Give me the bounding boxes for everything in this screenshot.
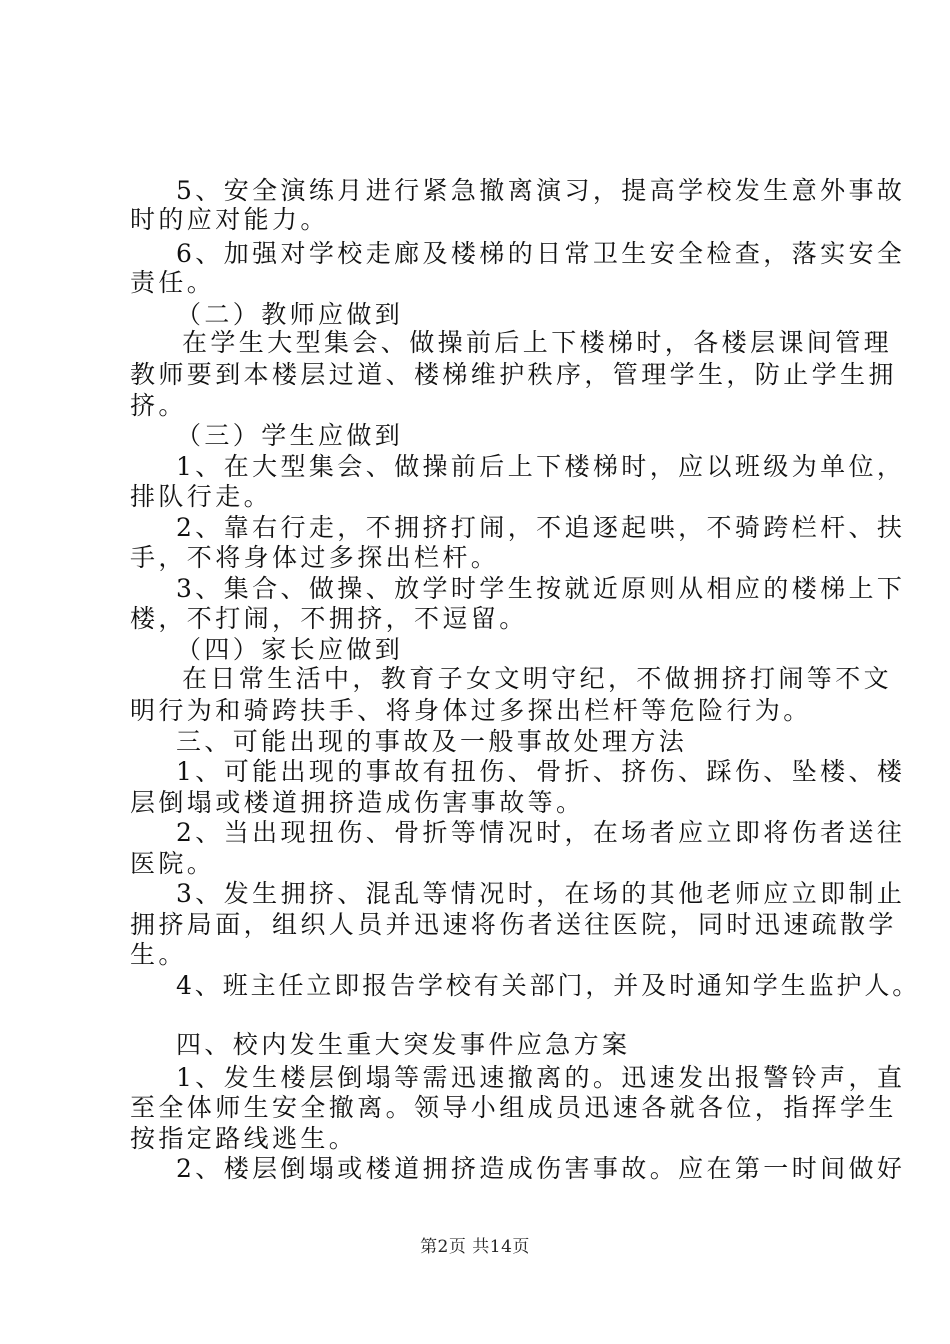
text-line: 1、可能出现的事故有扭伤、骨折、挤伤、踩伤、坠楼、楼 bbox=[176, 757, 906, 786]
text-line: 教师要到本楼层过道、楼梯维护秩序，管理学生，防止学生拥 bbox=[130, 360, 897, 389]
text-line: 2、靠右行走，不拥挤打闹，不追逐起哄，不骑跨栏杆、扶 bbox=[176, 513, 906, 542]
text-line: 4、班主任立即报告学校有关部门，并及时通知学生监护人。 bbox=[176, 971, 921, 1000]
text-line: 2、楼层倒塌或楼道拥挤造成伤害事故。应在第一时间做好 bbox=[176, 1154, 906, 1183]
text-line: 时的应对能力。 bbox=[130, 205, 329, 234]
text-line: 明行为和骑跨扶手、将身体过多探出栏杆等危险行为。 bbox=[130, 696, 812, 725]
text-line: 6、加强对学校走廊及楼梯的日常卫生安全检查，落实安全 bbox=[176, 239, 906, 268]
text-line: 5、安全演练月进行紧急撤离演习，提高学校发生意外事故 bbox=[176, 176, 906, 205]
text-line: 责任。 bbox=[130, 268, 216, 297]
text-line: 医院。 bbox=[130, 849, 216, 878]
text-line: 3、集合、做操、放学时学生按就近原则从相应的楼梯上下 bbox=[176, 574, 906, 603]
text-line: 生。 bbox=[130, 940, 187, 969]
section-heading: （二）教师应做到 bbox=[176, 300, 404, 329]
text-line: 至全体师生安全撤离。领导小组成员迅速各就各位，指挥学生 bbox=[130, 1093, 897, 1122]
text-line: 1、发生楼层倒塌等需迅速撤离的。迅速发出报警铃声，直 bbox=[176, 1063, 906, 1092]
text-line: 2、当出现扭伤、骨折等情况时，在场者应立即将伤者送往 bbox=[176, 818, 906, 847]
section-heading: （三）学生应做到 bbox=[176, 421, 404, 450]
text-line: 手，不将身体过多探出栏杆。 bbox=[130, 543, 500, 572]
text-line: 按指定路线逃生。 bbox=[130, 1124, 358, 1153]
page-number-footer: 第2页 共14页 bbox=[420, 1237, 530, 1257]
text-line: 3、发生拥挤、混乱等情况时，在场的其他老师应立即制止 bbox=[176, 879, 906, 908]
text-line: 在日常生活中，教育子女文明守纪，不做拥挤打闹等不文 bbox=[182, 664, 893, 693]
text-line: 1、在大型集会、做操前后上下楼梯时，应以班级为单位， bbox=[176, 452, 906, 481]
section-heading: 三、可能出现的事故及一般事故处理方法 bbox=[176, 727, 688, 756]
text-line: 楼，不打闹，不拥挤，不逗留。 bbox=[130, 604, 528, 633]
text-line: 排队行走。 bbox=[130, 482, 273, 511]
text-line: 拥挤局面，组织人员并迅速将伤者送往医院，同时迅速疏散学 bbox=[130, 910, 897, 939]
text-line: 挤。 bbox=[130, 391, 187, 420]
section-heading: 四、校内发生重大突发事件应急方案 bbox=[176, 1030, 631, 1059]
text-line: 层倒塌或楼道拥挤造成伤害事故等。 bbox=[130, 788, 585, 817]
section-heading: （四）家长应做到 bbox=[176, 635, 404, 664]
text-line: 在学生大型集会、做操前后上下楼梯时，各楼层课间管理 bbox=[182, 328, 893, 357]
